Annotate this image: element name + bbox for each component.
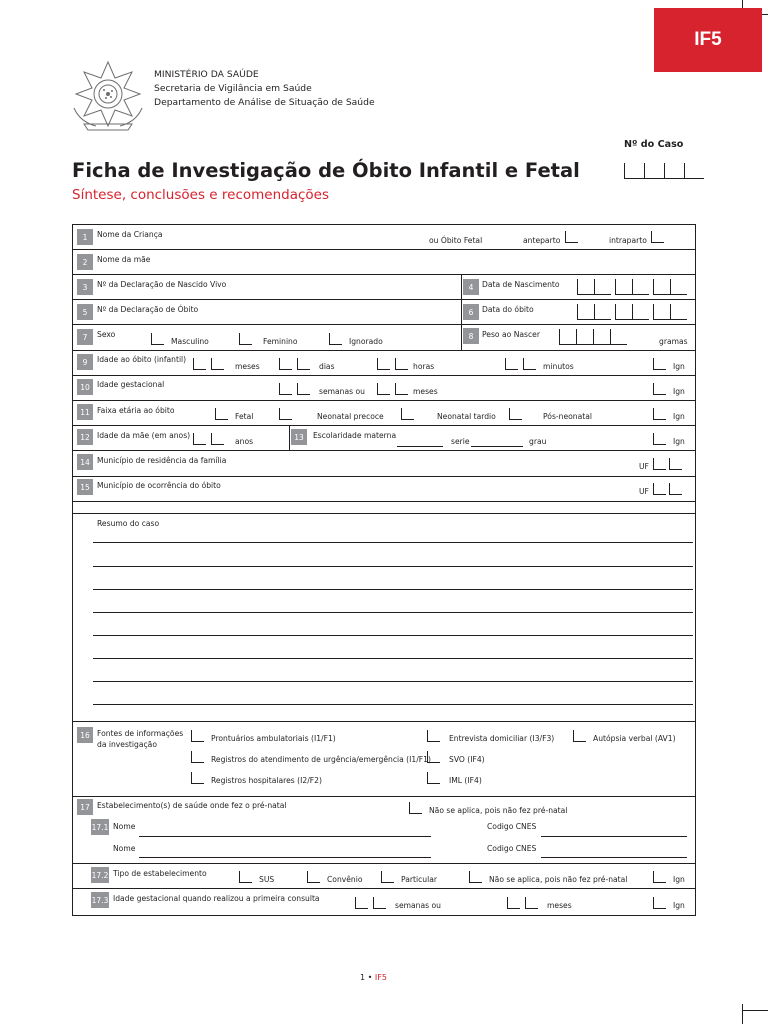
field-number: 8 [463,328,479,344]
row-divider [73,274,695,275]
case-number-label: Nº do Caso [624,139,684,150]
first-visit-gestational-age-label: Idade gestacional quando realizou a primeira consulta [113,894,320,903]
sus-checkbox[interactable] [239,871,252,883]
facility-type-label: Tipo de estabelecimento [113,869,207,878]
field-number: 10 [77,379,93,395]
intraparto-checkbox[interactable] [651,231,664,243]
summary-line[interactable] [93,612,693,613]
verbal-autopsy-label: Autópsia verbal (AV1) [593,734,676,743]
row-divider [73,796,695,797]
home-interview-label: Entrevista domiciliar (I3/F3) [449,734,555,743]
case-digit-box[interactable] [684,163,704,179]
date-digit-box[interactable] [632,279,649,295]
investigation-form [72,224,696,916]
sex-label: Sexo [97,330,116,339]
field-number: 17 [77,799,93,815]
row-divider [73,721,695,722]
ministry-block [154,68,375,110]
crop-mark-bottom-right [742,1010,768,1011]
field-number: 7 [77,329,93,345]
insurance-checkbox[interactable] [307,871,320,883]
summary-line[interactable] [93,704,693,705]
date-digit-box[interactable] [615,304,632,320]
row-divider [73,324,695,325]
weeks-label: semanas ou [395,901,441,910]
weight-digit-box[interactable] [576,329,593,345]
page-subtitle: Síntese, conclusões e recomendações [72,187,330,203]
field-number: 11 [77,404,93,420]
late-neonatal-label: Neonatal tardio [437,412,496,421]
date-digit-box[interactable] [670,304,687,320]
intraparto-label: intraparto [609,236,647,245]
row-divider [73,476,695,477]
facility-name-label: Nome [113,822,136,831]
secretariat-name: Secretaria de Vigilância em Saúde [154,83,312,94]
male-label: Masculino [171,337,209,346]
summary-line[interactable] [93,681,693,682]
weeks-label: semanas ou [319,387,365,396]
case-digit-box[interactable] [624,163,644,179]
date-digit-box[interactable] [653,279,670,295]
home-interview-checkbox[interactable] [427,730,440,742]
hospital-records-label: Registros hospitalares (I2/F2) [211,776,322,785]
field-number: 9 [77,354,93,370]
info-sources-label-line1: Fontes de informações [97,729,184,738]
occurrence-municipality-label: Município de ocorrência do óbito [97,481,221,490]
field-number: 4 [463,279,479,295]
weight-digit-box[interactable] [559,329,576,345]
row-divider [73,425,695,426]
death-date-label: Data do óbito [482,305,534,314]
anteparto-checkbox[interactable] [565,231,578,243]
ministry-name: MINISTÉRIO DA SAÚDE [154,69,259,80]
no-prenatal-label: Não se aplica, pois não fez pré-natal [429,806,568,815]
grade-label: grau [529,437,547,446]
row-divider [73,450,695,451]
hours-label: horas [413,362,435,371]
years-digit-box[interactable] [193,433,206,445]
private-checkbox[interactable] [381,871,394,883]
summary-line[interactable] [93,566,693,567]
gestational-age-label: Idade gestacional [97,380,165,389]
footer-code: IF5 [374,973,387,982]
minutes-label: minutos [543,362,574,371]
cnes-label: Codigo CNES [487,844,537,853]
months-digit-box[interactable] [211,358,224,370]
fetal-checkbox[interactable] [215,408,228,420]
row-divider [73,375,695,376]
summary-line[interactable] [93,635,693,636]
months-digit-box[interactable] [525,897,538,909]
facility-name-line[interactable] [139,857,431,858]
weeks-digit-box[interactable] [279,383,292,395]
child-name-label: Nome da Criança [97,230,163,239]
column-divider [461,274,462,350]
cnes-line[interactable] [541,857,687,858]
uf-box[interactable] [669,483,682,495]
summary-line[interactable] [93,658,693,659]
fetal-death-label: ou Óbito Fetal [429,236,483,245]
form-code-badge: IF5 [654,8,762,72]
minutes-digit-box[interactable] [505,358,518,370]
field-number: 12 [77,429,93,445]
row-divider [73,863,695,864]
row-divider [73,888,695,889]
date-digit-box[interactable] [577,304,594,320]
ign-checkbox[interactable] [653,358,666,370]
field-number: 3 [77,279,93,295]
row-divider [73,501,695,502]
page-number: 1 [360,973,366,982]
weeks-digit-box[interactable] [355,897,368,909]
grams-label: gramas [659,337,688,346]
svo-checkbox[interactable] [427,751,440,763]
no-prenatal-type-checkbox[interactable] [469,871,482,883]
date-digit-box[interactable] [594,304,611,320]
male-checkbox[interactable] [151,333,164,345]
row-divider [73,513,695,514]
early-neonatal-checkbox[interactable] [279,408,292,420]
female-checkbox[interactable] [239,333,252,345]
ign-checkbox[interactable] [653,383,666,395]
field-number: 5 [77,304,93,320]
emergency-records-checkbox[interactable] [191,751,204,763]
ignored-sex-label: Ignorado [349,337,383,346]
case-summary-label: Resumo do caso [97,519,160,528]
ignored-sex-checkbox[interactable] [329,333,342,345]
prenatal-facility-label: Estabelecimento(s) de saúde onde fez o pré-natal [97,801,287,810]
months-label: meses [235,362,260,371]
verbal-autopsy-checkbox[interactable] [573,730,586,742]
iml-checkbox[interactable] [427,772,440,784]
date-digit-box[interactable] [577,279,594,295]
hours-digit-box[interactable] [377,358,390,370]
anteparto-label: anteparto [523,236,561,245]
years-digit-box[interactable] [211,433,224,445]
months-digit-box[interactable] [377,383,390,395]
schooling-line[interactable] [397,446,443,447]
no-prenatal-checkbox[interactable] [409,802,422,814]
uf-box[interactable] [669,458,682,470]
weight-digit-box[interactable] [593,329,610,345]
hospital-records-checkbox[interactable] [191,772,204,784]
emergency-records-label: Registros do atendimento de urgência/emergência (I1/F1) [211,755,431,764]
days-label: dias [319,362,335,371]
no-prenatal-type-label: Não se aplica, pois não fez pré-natal [489,875,628,884]
ign-label: Ign [673,901,685,910]
case-digit-box[interactable] [644,163,664,179]
weight-digit-box[interactable] [610,329,627,345]
date-digit-box[interactable] [653,304,670,320]
summary-line[interactable] [93,542,693,543]
summary-line[interactable] [93,589,693,590]
ign-checkbox[interactable] [653,897,666,909]
field-number: 2 [77,254,93,270]
birth-date-label: Data de Nascimento [482,280,560,289]
sus-label: SUS [259,875,275,884]
date-digit-box[interactable] [632,304,649,320]
mother-age-label: Idade da mãe (em anos) [97,431,191,440]
facility-name-label: Nome [113,844,136,853]
post-neonatal-label: Pós-neonatal [543,412,592,421]
hours-digit-box[interactable] [395,358,408,370]
date-digit-box[interactable] [670,279,687,295]
field-number: 15 [77,479,93,495]
row-divider [73,299,695,300]
field-number: 14 [77,454,93,470]
weeks-digit-box[interactable] [297,383,310,395]
ign-label: Ign [673,362,685,371]
fetal-label: Fetal [235,412,254,421]
uf-box[interactable] [653,458,666,470]
field-number: 13 [291,429,307,445]
mother-schooling-label: Escolaridade materna [313,431,397,440]
mother-name-label: Nome da mãe [97,255,151,264]
early-neonatal-label: Neonatal precoce [317,412,384,421]
cnes-line[interactable] [541,836,687,837]
info-sources-label-line2: da investigação [97,740,157,749]
late-neonatal-checkbox[interactable] [401,408,414,420]
outpatient-records-checkbox[interactable] [191,730,204,742]
iml-label: IML (IF4) [449,776,482,785]
svo-label: SVO (IF4) [449,755,485,764]
months-label: meses [413,387,438,396]
months-digit-box[interactable] [507,897,520,909]
months-label: meses [547,901,572,910]
days-digit-box[interactable] [279,358,292,370]
row-divider [73,400,695,401]
field-number: 17.3 [91,892,109,908]
field-number: 6 [463,304,479,320]
years-label: anos [235,437,254,446]
series-label: serie [451,437,470,446]
minutes-digit-box[interactable] [523,358,536,370]
months-digit-box[interactable] [395,383,408,395]
ign-label: Ign [673,875,685,884]
birth-declaration-label: Nº da Declaração de Nascido Vivo [97,280,227,289]
date-digit-box[interactable] [594,279,611,295]
page-title: Ficha de Investigação de Óbito Infantil e Fetal [72,159,580,182]
ign-checkbox[interactable] [653,871,666,883]
uf-label: UF [639,462,649,471]
days-digit-box[interactable] [297,358,310,370]
column-divider [289,425,290,450]
row-divider [73,249,695,250]
weeks-digit-box[interactable] [373,897,386,909]
birth-weight-label: Peso ao Nascer [482,330,540,339]
info-sources-label [97,728,183,750]
ign-checkbox[interactable] [653,433,666,445]
field-number: 1 [77,229,93,245]
ign-label: Ign [673,412,685,421]
death-declaration-label: Nº da Declaração de Óbito [97,305,199,314]
crop-mark-bottom-right [742,1004,743,1024]
months-digit-box[interactable] [193,358,206,370]
row-divider [73,350,695,351]
uf-box[interactable] [653,483,666,495]
private-label: Particular [401,875,437,884]
facility-name-line[interactable] [139,836,431,837]
cnes-label: Codigo CNES [487,822,537,831]
coat-of-arms-emblem [66,58,150,132]
footer-separator: • [367,973,373,982]
date-digit-box[interactable] [615,279,632,295]
page-footer [360,973,387,982]
case-digit-box[interactable] [664,163,684,179]
uf-label: UF [639,487,649,496]
field-number: 16 [77,727,93,743]
ign-label: Ign [673,437,685,446]
field-number: 17.1 [91,819,109,835]
post-neonatal-checkbox[interactable] [509,408,522,420]
female-label: Feminino [263,337,298,346]
age-range-label: Faixa etária ao óbito [97,406,175,415]
series-line[interactable] [471,446,523,447]
ign-checkbox[interactable] [653,408,666,420]
outpatient-records-label: Prontuários ambulatoriais (I1/F1) [211,734,336,743]
residence-municipality-label: Município de residência da família [97,456,227,465]
insurance-label: Convênio [327,875,363,884]
department-name: Departamento de Análise de Situação de Saúde [154,97,375,108]
age-at-death-label: Idade ao óbito (infantil) [97,355,187,364]
ign-label: Ign [673,387,685,396]
field-number: 17.2 [91,867,109,883]
